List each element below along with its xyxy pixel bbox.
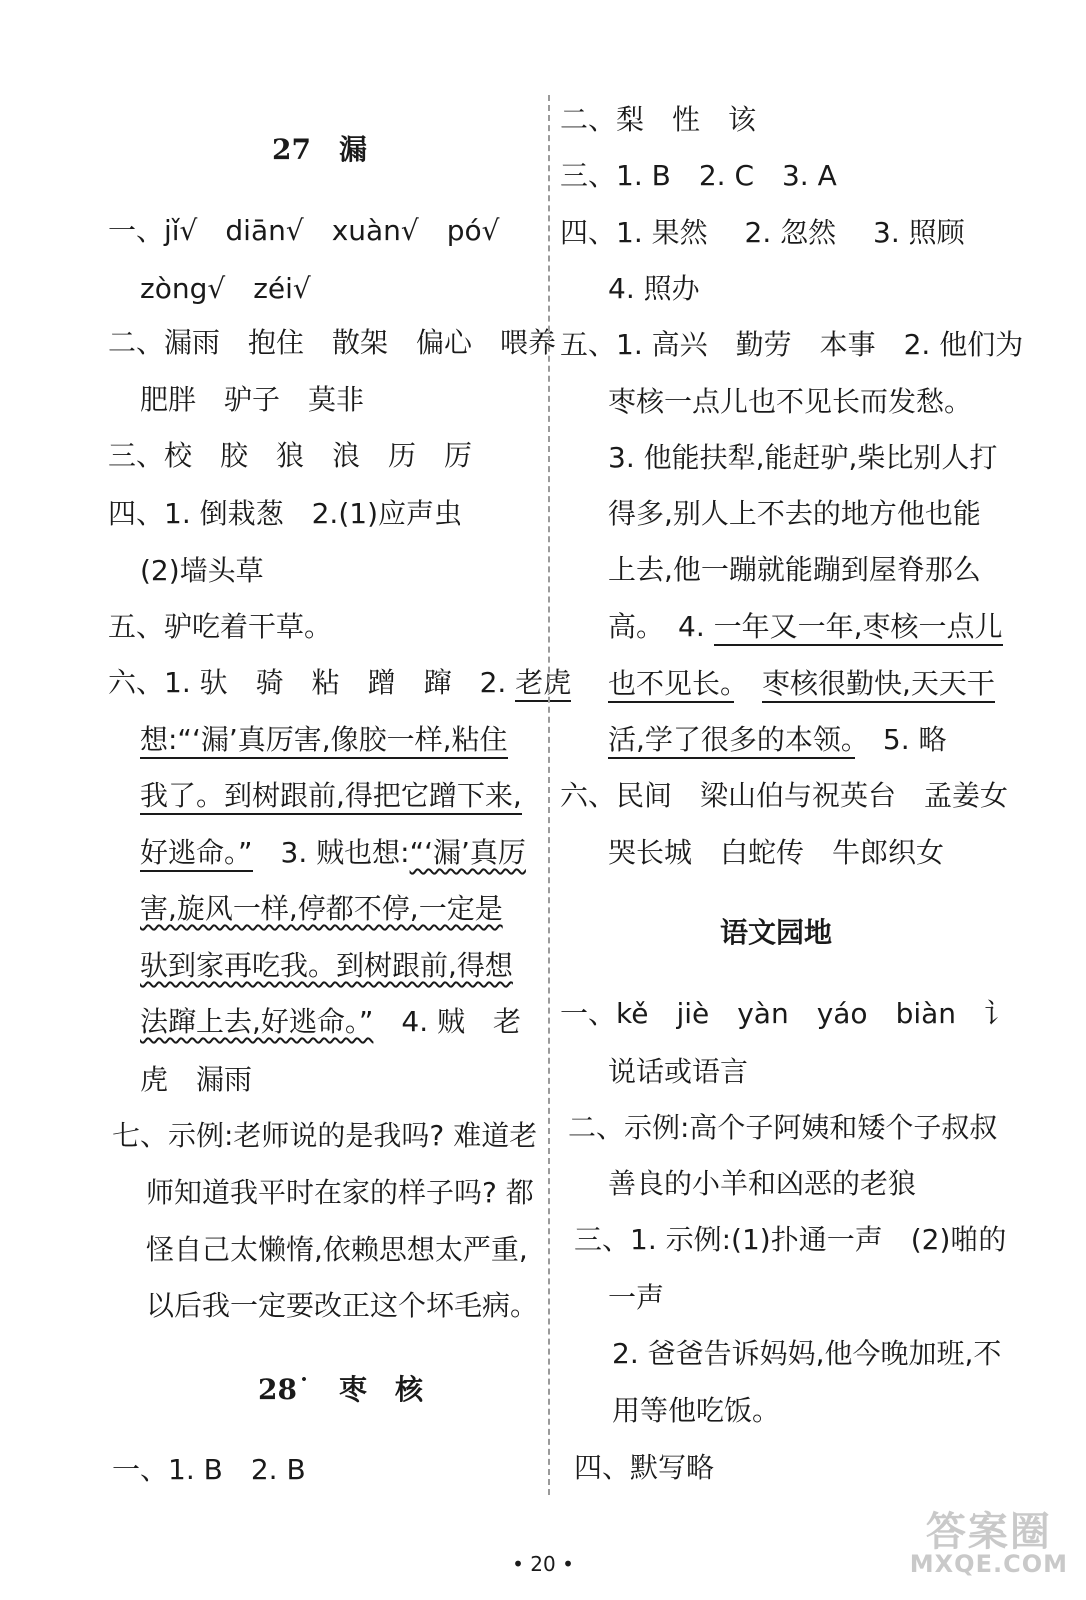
answer-line: 三、校 胶 狼 浪 历 厉 <box>108 439 473 472</box>
answer-text <box>734 667 762 700</box>
answer-line <box>140 948 513 984</box>
underlined-text: 活,学了很多的本领。 <box>608 723 855 759</box>
underlined-text: 老虎 <box>515 666 571 702</box>
column-divider <box>548 95 550 1495</box>
underlined-text: 一年又一年,枣核一点儿 <box>714 610 1003 646</box>
lesson-28-title: 28˙ 枣 核 <box>258 1373 423 1406</box>
answer-text: 4. 贼 老 <box>373 1005 522 1038</box>
answer-line: 六、民间 梁山伯与祝英台 孟姜女 <box>560 779 1009 812</box>
answer-line: 五、1. 高兴 勤劳 本事 2. 他们为 <box>560 328 1024 361</box>
answer-line <box>608 722 947 758</box>
watermark-url: MXQE.COM <box>909 1550 1068 1578</box>
answer-line: 以后我一定要改正这个坏毛病。 <box>146 1289 539 1322</box>
answer-line <box>140 1004 521 1040</box>
watermark-logo <box>909 1509 1068 1578</box>
underlined-text: 好逃命。” <box>140 836 253 872</box>
answer-line: 二、示例:高个子阿姨和矮个子叔叔 <box>568 1111 998 1144</box>
underlined-text: 也不见长。 <box>608 667 734 703</box>
answer-line: 七、示例:老师说的是我吗? 难道老 <box>112 1119 538 1152</box>
answer-line: 四、1. 倒栽葱 2.(1)应声虫 <box>108 497 462 530</box>
answer-line <box>140 835 526 871</box>
answer-line <box>608 666 995 702</box>
answer-line: 师知道我平时在家的样子吗? 都 <box>146 1176 534 1209</box>
answer-line: 哭长城 白蛇传 牛郎织女 <box>608 836 945 869</box>
answer-line <box>140 891 503 927</box>
wavy-underlined-text: 害,旋风一样,停都不停,一定是 <box>140 892 503 925</box>
answer-line <box>608 609 1003 645</box>
underlined-text: 我了。到树跟前,得把它蹭下来, <box>140 779 522 815</box>
answer-line: 虎 漏雨 <box>140 1063 253 1096</box>
answer-text: 六、1. 驮 骑 粘 蹭 蹿 2. <box>108 666 516 699</box>
answer-line: zòng√ zéi√ <box>140 272 311 305</box>
answer-line <box>140 722 508 758</box>
answer-line <box>108 665 571 701</box>
answer-line <box>140 778 522 814</box>
page-number: • 20 • <box>512 1552 574 1576</box>
answer-line: 二、漏雨 抱住 散架 偏心 喂养 <box>108 326 557 359</box>
answer-line: 五、驴吃着干草。 <box>108 610 333 643</box>
answer-line: 肥胖 驴子 莫非 <box>140 383 365 416</box>
answer-line: 一、1. B 2. B <box>112 1453 306 1486</box>
lesson-27-title: 27 漏 <box>272 133 367 166</box>
wavy-underlined-text: 驮到家再吃我。到树跟前,得想 <box>140 949 513 982</box>
answer-line: 善良的小羊和凶恶的老狼 <box>608 1167 917 1200</box>
answer-line: 二、梨 性 该 <box>560 103 757 136</box>
answer-text: 高。 4. <box>608 610 714 643</box>
answer-line: 4. 照办 <box>608 272 700 305</box>
answer-line: 一声 <box>608 1281 665 1314</box>
section-title-yuwen-yuandi: 语文园地 <box>720 916 833 949</box>
wavy-underlined-text: 法蹿上去,好逃命。” <box>140 1005 374 1038</box>
answer-line: 枣核一点儿也不见长而发愁。 <box>608 385 973 418</box>
answer-line: 说话或语言 <box>608 1055 749 1088</box>
answer-text: 3. 贼也想: <box>252 836 410 869</box>
answer-line: 四、1. 果然 2. 忽然 3. 照顾 <box>560 216 965 249</box>
answer-line: 一、kě jiè yàn yáo biàn 讠 <box>560 997 1013 1030</box>
answer-line: 3. 他能扶犁,能赶驴,柴比别人打 <box>608 441 998 474</box>
wavy-underlined-text: “‘漏’真厉 <box>409 836 526 869</box>
underlined-text: 想:“‘漏’真厉害,像胶一样,粘住 <box>140 723 508 759</box>
underlined-text: 枣核很勤快,天天干 <box>762 667 995 703</box>
answer-line: 四、默写略 <box>574 1451 715 1484</box>
answer-line: 三、1. B 2. C 3. A <box>560 159 837 192</box>
answer-line: 三、1. 示例:(1)扑通一声 (2)啪的 <box>574 1223 1007 1256</box>
answer-line: 一、jǐ√ diān√ xuàn√ pó√ <box>108 214 500 247</box>
answer-text: 5. 略 <box>854 723 947 756</box>
watermark-title: 答案圈 <box>925 1509 1052 1555</box>
answer-line: 怪自己太懒惰,依赖思想太严重, <box>146 1233 528 1266</box>
answer-line: 上去,他一蹦就能蹦到屋脊那么 <box>608 553 981 586</box>
answer-line: (2)墙头草 <box>140 554 264 587</box>
answer-line: 得多,别人上不去的地方他也能 <box>608 497 981 530</box>
answer-line: 2. 爸爸告诉妈妈,他今晚加班,不 <box>612 1337 1002 1370</box>
answer-line: 用等他吃饭。 <box>612 1394 781 1427</box>
